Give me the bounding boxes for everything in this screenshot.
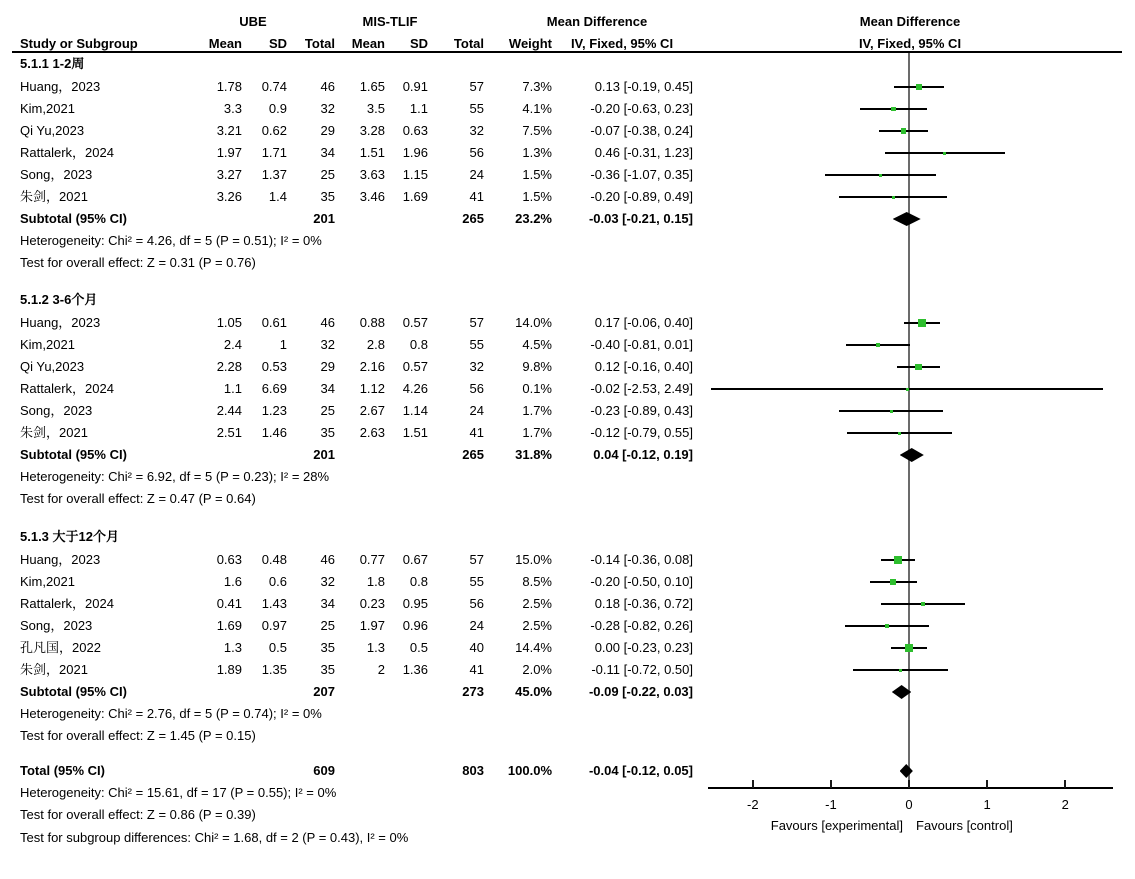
cell-mean2: 2 bbox=[377, 662, 385, 677]
cell-mean1: 0.63 bbox=[216, 552, 242, 567]
cell-n2: 24 bbox=[469, 167, 484, 182]
ci-text: -0.02 [-2.53, 2.49] bbox=[590, 381, 693, 396]
ci-text: -0.36 [-1.07, 0.35] bbox=[590, 167, 693, 182]
cell-mean2: 0.77 bbox=[359, 552, 385, 567]
axis-tick bbox=[986, 780, 988, 788]
total-label: Total (95% CI) bbox=[20, 763, 105, 778]
subgroup-label: 5.1.1 1-2周 bbox=[20, 56, 85, 71]
study-name: 朱剑，2021 bbox=[20, 189, 88, 204]
cell-weight: 1.7% bbox=[522, 403, 552, 418]
cell-weight: 23.2% bbox=[515, 211, 552, 226]
cell-mean1: 1.6 bbox=[223, 574, 242, 589]
cell-sd1: 0.74 bbox=[261, 79, 287, 94]
subtotal-diamond bbox=[893, 212, 921, 226]
cell-n1: 46 bbox=[320, 552, 335, 567]
cell-weight: 7.5% bbox=[522, 123, 552, 138]
mean-mistlif-column-header: Mean bbox=[351, 36, 385, 51]
cell-weight: 45.0% bbox=[515, 684, 552, 699]
cell-n2: 56 bbox=[469, 596, 484, 611]
ci-column-header: IV, Fixed, 95% CI bbox=[570, 36, 674, 51]
cell-weight: 4.5% bbox=[522, 337, 552, 352]
plot-subtitle: IV, Fixed, 95% CI bbox=[858, 36, 962, 51]
cell-n2: 41 bbox=[469, 189, 484, 204]
study-name: Huang，2023 bbox=[20, 552, 101, 567]
cell-n2: 40 bbox=[469, 640, 484, 655]
cell-weight: 4.1% bbox=[522, 101, 552, 116]
cell-mean1: 0.41 bbox=[216, 596, 242, 611]
cell-mean1: 2.28 bbox=[216, 359, 242, 374]
ci-text: -0.20 [-0.50, 0.10] bbox=[590, 574, 693, 589]
cell-n2: 55 bbox=[469, 101, 484, 116]
cell-mean2: 0.23 bbox=[359, 596, 385, 611]
total-mistlif-column-header: Total bbox=[453, 36, 484, 51]
cell-sd1: 1.4 bbox=[268, 189, 287, 204]
cell-n1: 25 bbox=[320, 618, 335, 633]
sd-ube-column-header: SD bbox=[268, 36, 287, 51]
overall-effect-note: Test for overall effect: Z = 0.31 (P = 0.76) bbox=[20, 255, 256, 270]
cell-weight: 1.5% bbox=[522, 167, 552, 182]
cell-mean1: 1.89 bbox=[216, 662, 242, 677]
cell-n1: 29 bbox=[320, 123, 335, 138]
cell-mean1: 1.78 bbox=[216, 79, 242, 94]
cell-n2: 56 bbox=[469, 381, 484, 396]
cell-mean1: 1.05 bbox=[216, 315, 242, 330]
effect-marker bbox=[899, 669, 902, 672]
cell-sd1: 1.37 bbox=[261, 167, 287, 182]
cell-n1: 29 bbox=[320, 359, 335, 374]
cell-n2: 24 bbox=[469, 618, 484, 633]
cell-weight: 9.8% bbox=[522, 359, 552, 374]
cell-weight: 1.3% bbox=[522, 145, 552, 160]
cell-n2: 265 bbox=[462, 447, 484, 462]
cell-n1: 32 bbox=[320, 337, 335, 352]
cell-n1: 34 bbox=[320, 596, 335, 611]
cell-n1: 201 bbox=[313, 211, 335, 226]
cell-n2: 273 bbox=[462, 684, 484, 699]
cell-sd1: 0.9 bbox=[268, 101, 287, 116]
cell-n2: 55 bbox=[469, 337, 484, 352]
cell-mean1: 2.51 bbox=[216, 425, 242, 440]
cell-sd2: 0.57 bbox=[402, 315, 428, 330]
cell-n1: 207 bbox=[313, 684, 335, 699]
cell-weight: 7.3% bbox=[522, 79, 552, 94]
ci-text: 0.12 [-0.16, 0.40] bbox=[594, 359, 693, 374]
cell-n1: 32 bbox=[320, 574, 335, 589]
study-name: Song，2023 bbox=[20, 403, 93, 418]
ci-text: 0.13 [-0.19, 0.45] bbox=[594, 79, 693, 94]
cell-sd2: 4.26 bbox=[402, 381, 428, 396]
effect-marker bbox=[890, 579, 896, 585]
cell-n1: 46 bbox=[320, 315, 335, 330]
ci-text: 0.17 [-0.06, 0.40] bbox=[594, 315, 693, 330]
effect-marker bbox=[894, 556, 902, 564]
cell-mean2: 3.46 bbox=[359, 189, 385, 204]
study-column-header: Study or Subgroup bbox=[20, 36, 138, 51]
cell-sd1: 1.23 bbox=[261, 403, 287, 418]
ci-text: -0.07 [-0.38, 0.24] bbox=[590, 123, 693, 138]
favours-left-label: Favours [experimental] bbox=[770, 818, 903, 833]
study-name: Song，2023 bbox=[20, 618, 93, 633]
cell-n2: 57 bbox=[469, 315, 484, 330]
effect-marker bbox=[915, 364, 922, 371]
axis-tick bbox=[752, 780, 754, 788]
cell-sd2: 1.36 bbox=[402, 662, 428, 677]
cell-weight: 100.0% bbox=[507, 763, 552, 778]
total-diamond bbox=[900, 764, 913, 778]
total-heterogeneity-note: Heterogeneity: Chi² = 15.61, df = 17 (P = 0.55); I² = 0% bbox=[20, 785, 337, 800]
study-name: Rattalerk，2024 bbox=[20, 596, 114, 611]
cell-mean1: 3.27 bbox=[216, 167, 242, 182]
cell-mean1: 3.21 bbox=[216, 123, 242, 138]
heterogeneity-note: Heterogeneity: Chi² = 2.76, df = 5 (P = 0.74); I² = 0% bbox=[20, 706, 322, 721]
ci-text: -0.20 [-0.63, 0.23] bbox=[590, 101, 693, 116]
ci-text: -0.09 [-0.22, 0.03] bbox=[588, 684, 693, 699]
cell-sd1: 0.97 bbox=[261, 618, 287, 633]
cell-sd1: 1.35 bbox=[261, 662, 287, 677]
cell-n2: 55 bbox=[469, 574, 484, 589]
group1-header: UBE bbox=[239, 14, 267, 29]
ci-text: -0.20 [-0.89, 0.49] bbox=[590, 189, 693, 204]
cell-n2: 32 bbox=[469, 123, 484, 138]
cell-sd2: 1.96 bbox=[402, 145, 428, 160]
cell-n2: 56 bbox=[469, 145, 484, 160]
cell-n2: 41 bbox=[469, 662, 484, 677]
study-name: Song，2023 bbox=[20, 167, 93, 182]
ci-text: -0.14 [-0.36, 0.08] bbox=[590, 552, 693, 567]
group2-header: MIS-TLIF bbox=[362, 14, 418, 29]
axis-tick bbox=[908, 780, 910, 788]
subgroup-differences-note: Test for subgroup differences: Chi² = 1.68, df = 2 (P = 0.43), I² = 0% bbox=[20, 830, 409, 845]
cell-n2: 57 bbox=[469, 552, 484, 567]
study-name: 朱剑，2021 bbox=[20, 425, 88, 440]
cell-n1: 35 bbox=[320, 640, 335, 655]
ci-text: -0.40 [-0.81, 0.01] bbox=[590, 337, 693, 352]
cell-sd2: 0.96 bbox=[402, 618, 428, 633]
effect-marker bbox=[879, 174, 882, 177]
effect-marker bbox=[901, 128, 907, 134]
cell-weight: 1.5% bbox=[522, 189, 552, 204]
plot-title: Mean Difference bbox=[859, 14, 961, 29]
study-name: Kim,2021 bbox=[20, 101, 75, 116]
study-name: Kim,2021 bbox=[20, 574, 75, 589]
study-name: Huang，2023 bbox=[20, 315, 101, 330]
effect-marker bbox=[906, 388, 909, 391]
cell-n1: 201 bbox=[313, 447, 335, 462]
subtotal-label: Subtotal (95% CI) bbox=[20, 684, 127, 699]
cell-sd2: 1.1 bbox=[409, 101, 428, 116]
cell-weight: 8.5% bbox=[522, 574, 552, 589]
heterogeneity-note: Heterogeneity: Chi² = 6.92, df = 5 (P = 0.23); I² = 28% bbox=[20, 469, 330, 484]
total-overall-effect-note: Test for overall effect: Z = 0.86 (P = 0.39) bbox=[20, 807, 256, 822]
ci-text: 0.00 [-0.23, 0.23] bbox=[594, 640, 693, 655]
cell-weight: 31.8% bbox=[515, 447, 552, 462]
cell-sd2: 1.51 bbox=[402, 425, 428, 440]
cell-weight: 2.0% bbox=[522, 662, 552, 677]
cell-mean2: 1.3 bbox=[366, 640, 385, 655]
heterogeneity-note: Heterogeneity: Chi² = 4.26, df = 5 (P = 0.51); I² = 0% bbox=[20, 233, 322, 248]
cell-sd1: 0.61 bbox=[261, 315, 287, 330]
cell-n1: 46 bbox=[320, 79, 335, 94]
axis-tick bbox=[830, 780, 832, 788]
cell-sd2: 0.95 bbox=[402, 596, 428, 611]
effect-marker bbox=[918, 319, 926, 327]
cell-n1: 25 bbox=[320, 403, 335, 418]
cell-mean2: 2.63 bbox=[359, 425, 385, 440]
total-ube-column-header: Total bbox=[304, 36, 335, 51]
subtotal-label: Subtotal (95% CI) bbox=[20, 447, 127, 462]
header-underline bbox=[12, 51, 1122, 53]
ci-text: 0.18 [-0.36, 0.72] bbox=[594, 596, 693, 611]
effect-marker bbox=[916, 84, 922, 90]
cell-sd2: 0.91 bbox=[402, 79, 428, 94]
axis-line bbox=[708, 787, 1113, 789]
axis-tick-label: 2 bbox=[1061, 797, 1069, 812]
cell-n1: 35 bbox=[320, 425, 335, 440]
cell-weight: 14.4% bbox=[515, 640, 552, 655]
cell-n1: 35 bbox=[320, 189, 335, 204]
cell-mean2: 2.16 bbox=[359, 359, 385, 374]
cell-mean2: 3.63 bbox=[359, 167, 385, 182]
cell-n2: 24 bbox=[469, 403, 484, 418]
ci-text: -0.03 [-0.21, 0.15] bbox=[588, 211, 693, 226]
cell-sd1: 0.62 bbox=[261, 123, 287, 138]
cell-sd2: 0.57 bbox=[402, 359, 428, 374]
cell-n2: 57 bbox=[469, 79, 484, 94]
cell-mean1: 2.44 bbox=[216, 403, 242, 418]
cell-sd1: 0.5 bbox=[268, 640, 287, 655]
cell-mean1: 1.69 bbox=[216, 618, 242, 633]
overall-effect-note: Test for overall effect: Z = 1.45 (P = 0.15) bbox=[20, 728, 256, 743]
cell-sd1: 1.43 bbox=[261, 596, 287, 611]
axis-tick-label: 1 bbox=[983, 797, 991, 812]
overall-effect-note: Test for overall effect: Z = 0.47 (P = 0.64) bbox=[20, 491, 256, 506]
axis-tick-label: 0 bbox=[905, 797, 913, 812]
cell-sd2: 0.8 bbox=[409, 337, 428, 352]
axis-tick bbox=[1064, 780, 1066, 788]
effect-measure-header-left: Mean Difference bbox=[546, 14, 648, 29]
cell-weight: 14.0% bbox=[515, 315, 552, 330]
ci-text: -0.28 [-0.82, 0.26] bbox=[590, 618, 693, 633]
ci-text: -0.12 [-0.79, 0.55] bbox=[590, 425, 693, 440]
ci-text: -0.23 [-0.89, 0.43] bbox=[590, 403, 693, 418]
cell-sd1: 0.53 bbox=[261, 359, 287, 374]
cell-sd1: 1.46 bbox=[261, 425, 287, 440]
subtotal-label: Subtotal (95% CI) bbox=[20, 211, 127, 226]
cell-weight: 1.7% bbox=[522, 425, 552, 440]
subtotal-diamond bbox=[900, 448, 924, 462]
cell-n2: 265 bbox=[462, 211, 484, 226]
effect-marker bbox=[890, 410, 893, 413]
cell-sd2: 0.8 bbox=[409, 574, 428, 589]
cell-mean2: 1.65 bbox=[359, 79, 385, 94]
cell-weight: 2.5% bbox=[522, 596, 552, 611]
cell-n1: 25 bbox=[320, 167, 335, 182]
study-name: 孔凡国，2022 bbox=[20, 640, 101, 655]
cell-n1: 34 bbox=[320, 381, 335, 396]
cell-mean2: 1.8 bbox=[366, 574, 385, 589]
cell-sd1: 6.69 bbox=[261, 381, 287, 396]
cell-mean1: 1.97 bbox=[216, 145, 242, 160]
effect-marker bbox=[921, 602, 924, 605]
cell-mean2: 0.88 bbox=[359, 315, 385, 330]
effect-marker bbox=[905, 644, 913, 652]
effect-marker bbox=[892, 196, 895, 199]
subgroup-label: 5.1.2 3-6个月 bbox=[20, 292, 98, 307]
axis-tick-label: -1 bbox=[825, 797, 837, 812]
axis-tick-label: -2 bbox=[747, 797, 759, 812]
effect-marker bbox=[891, 107, 895, 111]
cell-mean1: 1.3 bbox=[223, 640, 242, 655]
effect-marker bbox=[898, 432, 901, 435]
cell-sd1: 0.48 bbox=[261, 552, 287, 567]
cell-mean2: 1.97 bbox=[359, 618, 385, 633]
ci-text: -0.11 [-0.72, 0.50] bbox=[591, 662, 693, 677]
study-name: Kim,2021 bbox=[20, 337, 75, 352]
study-name: Qi Yu,2023 bbox=[20, 359, 85, 374]
sd-mistlif-column-header: SD bbox=[409, 36, 428, 51]
ci-text: 0.04 [-0.12, 0.19] bbox=[593, 447, 693, 462]
cell-n2: 32 bbox=[469, 359, 484, 374]
cell-n1: 35 bbox=[320, 662, 335, 677]
cell-n2: 803 bbox=[462, 763, 484, 778]
cell-mean1: 3.3 bbox=[223, 101, 242, 116]
cell-n1: 34 bbox=[320, 145, 335, 160]
effect-marker bbox=[943, 152, 946, 155]
cell-weight: 0.1% bbox=[522, 381, 552, 396]
ci-text: -0.04 [-0.12, 0.05] bbox=[588, 763, 693, 778]
cell-sd1: 1.71 bbox=[261, 145, 287, 160]
cell-mean1: 3.26 bbox=[216, 189, 242, 204]
cell-mean2: 2.67 bbox=[359, 403, 385, 418]
cell-mean2: 2.8 bbox=[366, 337, 385, 352]
cell-sd2: 1.14 bbox=[402, 403, 428, 418]
study-name: Huang，2023 bbox=[20, 79, 101, 94]
mean-ube-column-header: Mean bbox=[208, 36, 242, 51]
study-name: Qi Yu,2023 bbox=[20, 123, 85, 138]
zero-line bbox=[908, 53, 910, 788]
favours-right-label: Favours [control] bbox=[916, 818, 1013, 833]
cell-weight: 15.0% bbox=[515, 552, 552, 567]
cell-sd2: 0.5 bbox=[409, 640, 428, 655]
subgroup-label: 5.1.3 大于12个月 bbox=[20, 529, 119, 544]
cell-mean2: 3.5 bbox=[366, 101, 385, 116]
cell-mean2: 3.28 bbox=[359, 123, 385, 138]
cell-weight: 2.5% bbox=[522, 618, 552, 633]
cell-n1: 609 bbox=[313, 763, 335, 778]
cell-mean2: 1.12 bbox=[359, 381, 385, 396]
weight-column-header: Weight bbox=[508, 36, 552, 51]
cell-mean1: 1.1 bbox=[223, 381, 242, 396]
cell-sd2: 0.63 bbox=[402, 123, 428, 138]
effect-marker bbox=[876, 343, 880, 347]
cell-mean1: 2.4 bbox=[223, 337, 242, 352]
cell-sd1: 1 bbox=[279, 337, 287, 352]
cell-mean2: 1.51 bbox=[359, 145, 385, 160]
cell-sd2: 1.15 bbox=[402, 167, 428, 182]
cell-sd1: 0.6 bbox=[268, 574, 287, 589]
study-name: 朱剑，2021 bbox=[20, 662, 88, 677]
effect-marker bbox=[885, 624, 888, 627]
cell-sd2: 0.67 bbox=[402, 552, 428, 567]
cell-n1: 32 bbox=[320, 101, 335, 116]
study-name: Rattalerk，2024 bbox=[20, 381, 114, 396]
study-name: Rattalerk，2024 bbox=[20, 145, 114, 160]
cell-n2: 41 bbox=[469, 425, 484, 440]
cell-sd2: 1.69 bbox=[402, 189, 428, 204]
ci-text: 0.46 [-0.31, 1.23] bbox=[594, 145, 693, 160]
